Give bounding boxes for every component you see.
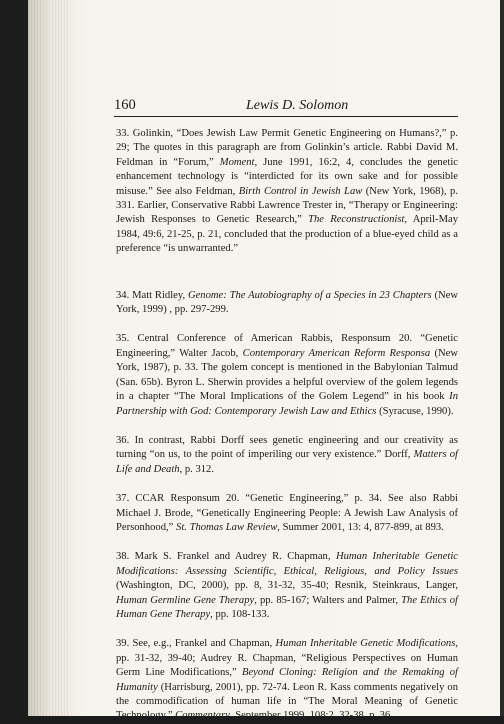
note-text: , p. 312. [179,463,214,475]
note-text: , April-May 1984, 49:6, 21-25, p. 21, concluded that the production of a blue-eyed child as a preference “is unwarranted.” [116,214,458,255]
running-head: Lewis D. Solomon [246,98,349,113]
citation-title: Moment [219,156,255,168]
note-text: (Washington, DC, 2000), pp. 8, 31-32, 35-40; Resnik, Steinkraus, Langer, [116,580,458,592]
note-text: 38. Mark S. Frankel and Audrey R. Chapman, [116,551,336,563]
page-header [114,96,458,117]
endnote-39 [116,637,458,723]
note-text: , Summer 2001, 13: 4, 877-899, at 893. [277,521,444,533]
book-shadow [500,0,504,716]
citation-title: Human Inheritable Genetic Modifications: Assessing Scientific, Ethical, Religious, and Policy Issues [116,551,458,577]
endnote-34 [116,289,458,318]
citation-title: Beyond Cloning: Religion and the Remaking of Humanity [116,667,459,693]
citation-title: In Partnership with God: Contemporary Jewish Law and Ethics [116,391,458,417]
citation-title: St. Thomas Law Review [176,521,278,533]
note-text: (Syracuse, 1990). [376,405,454,417]
citation-title: Human Germline Gene Therapy [116,594,255,606]
endnote-38 [116,550,458,622]
note-text: 35. Central Conference of American Rabbis, Responsum 20. “Genetic Engineering,” Walter Jacob, [116,333,458,359]
note-text: , pp. 85-167; Walters and Palmer, [254,594,402,606]
endnote-33 [116,127,458,257]
endnote-37 [116,492,458,535]
note-text: 39. See, e.g., Frankel and Chapman, [116,638,276,650]
note-text: , June 1991, 16:2, 4, concludes the genetic enhancement technology is “interdicted for its own sake and for possible misuse.” See also Feldman, [116,156,458,197]
citation-title: The Reconstructionist [308,214,405,226]
note-text: 37. CCAR Responsum 20. “Genetic Engineering,” p. 34. See also Rabbi Michael J. Brode, “Genetically Engineering People: A Jewish Law Analysis of Personhood,” [116,493,458,533]
citation-title: Commentary [175,710,230,722]
citation-title: Matters of Life and Death [116,449,458,475]
endnote-36 [116,434,458,477]
note-text: (New York, 1999) , pp. 297-299. [116,289,458,316]
note-text: 34. Matt Ridley, [116,289,188,301]
endnote-35 [116,332,458,418]
page-stack-edge [28,0,68,716]
citation-title: Birth Control in Jewish Law [238,185,363,197]
note-text: , pp. 31-32, 39-40; Audrey R. Chapman, “Religious Perspectives on Human Germ Line Modifications,” [116,638,458,679]
citation-title: Contemporary American Reform Responsa [242,347,431,359]
citation-title: Genome: The Autobiography of a Species in 23 Chapters [187,289,432,301]
note-text: (Harrisburg, 2001), pp. 72-74. Leon R. Kass comments negatively on the commodification of human life in “The Moral Meaning of Genetic Technology,” [116,681,458,722]
note-text: , pp. 108-133. [210,608,270,620]
note-text: 36. In contrast, Rabbi Dorff sees genetic engineering and our creativity as turning “on us, to the point of imperiling our very existence.” Dorff, [116,434,458,461]
page-number: 160 [114,97,136,113]
endnotes [116,127,458,724]
note-text: 33. Golinkin, “Does Jewish Law Permit Genetic Engineering on Humans?,” p. 29; The quotes in this paragraph are from Golinkin’s article. Rabbi David M. Feldman in “Forum,” [116,128,458,168]
citation-title: Human Inheritable Genetic Modifications [275,638,456,650]
note-text: , September 1999, 108:2, 32-38, p. 36. [229,710,393,722]
note-text: (New York, 1987), p. 33. The golem concept is mentioned in the Babylonian Talmud (San. 65b). Byron L. Sherwin provides a helpful overview of the golem legends in a chapter “The Moral Implications of the Golem Legend” in his book [116,347,459,403]
citation-title: The Ethics of Human Gene Therapy [116,594,458,620]
note-text: (New York, 1968), p. 331. Earlier, Conservative Rabbi Lawrence Trester in, “Therapy or Engineering: Jewish Responses to Genetic Research,” [116,185,458,226]
